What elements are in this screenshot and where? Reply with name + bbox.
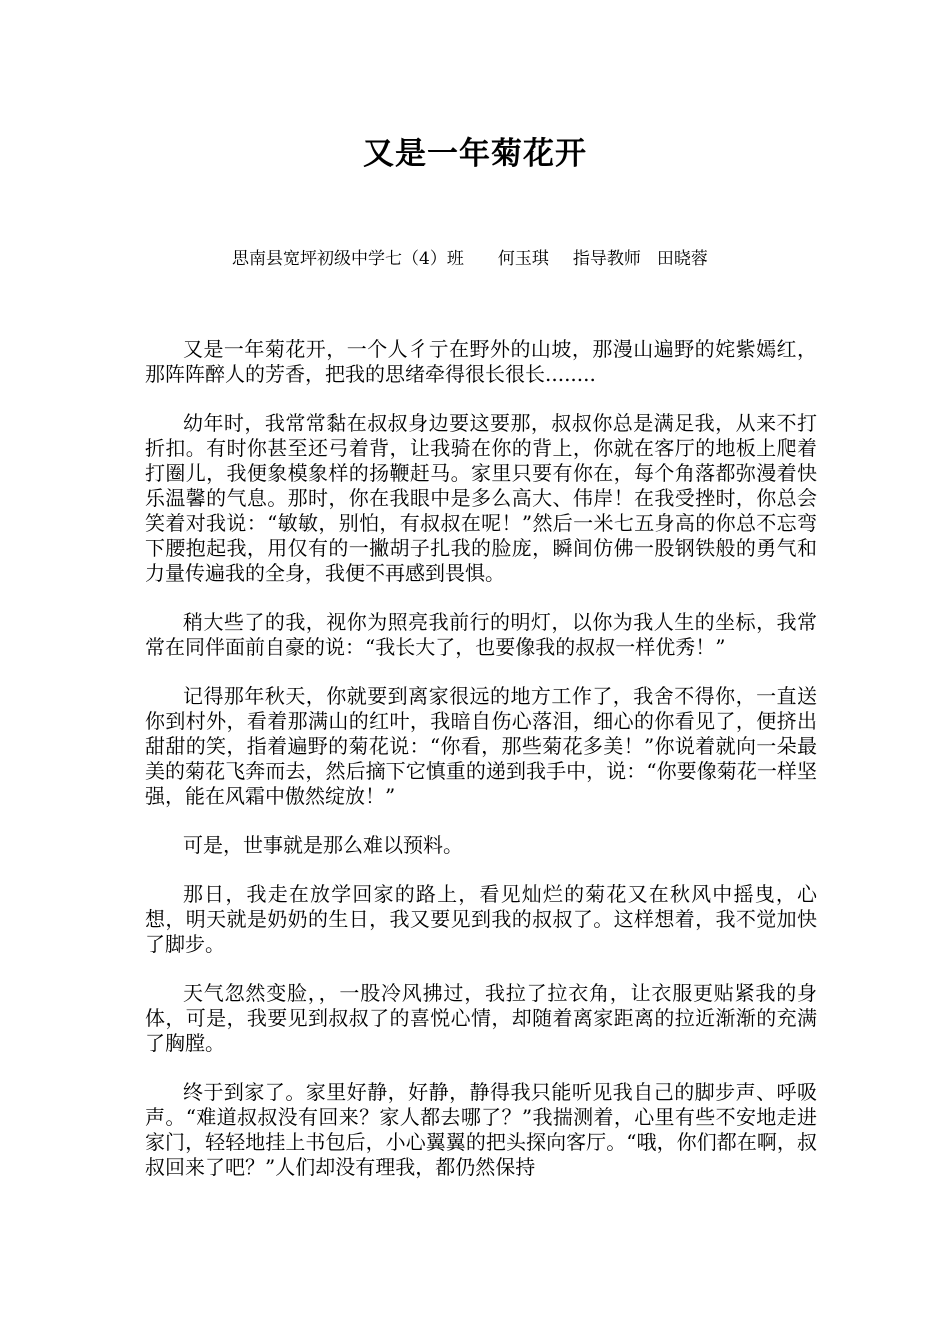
- paragraph: 又是一年菊花开，一个人彳亍在野外的山坡，那漫山遍野的姹紫嫣红，那阵阵醉人的芳香，把我的思绪牵得很长很长........: [145, 337, 817, 386]
- paragraph: 可是，世事就是那么难以预料。: [183, 833, 463, 857]
- byline-school-class: 思南县宽坪初级中学七（4）班: [232, 249, 464, 269]
- byline: [232, 244, 708, 269]
- paragraph: 终于到家了。家里好静，好静，静得我只能听见我自己的脚步声、呼吸声。“难道叔叔没有回来？家人都去哪了？”我揣测着，心里有些不安地走进家门，轻轻地挂上书包后，小心翼翼的把头探向客厅。“哦，你们都在啊，叔叔回来了吧？”人们却没有理我，都仍然保持: [145, 1080, 817, 1179]
- paragraph: 记得那年秋天，你就要到离家很远的地方工作了，我舍不得你，一直送你到村外，看着那满山的红叶，我暗自伤心落泪，细心的你看见了，便挤出甜甜的笑，指着遍野的菊花说：“你看，那些菊花多美！”你说着就向一朵最美的菊花飞奔而去，然后摘下它慎重的递到我手中，说：“你要像菊花一样坚强，能在风霜中傲然绽放！”: [145, 684, 817, 808]
- byline-advisor-label: 指导教师: [572, 249, 641, 269]
- paragraph: 稍大些了的我，视你为照亮我前行的明灯，以你为我人生的坐标，我常常在同伴面前自豪的说：“我长大了，也要像我的叔叔一样优秀！”: [145, 610, 817, 659]
- byline-advisor: 田晓蓉: [656, 249, 708, 269]
- document-title: 又是一年菊花开: [363, 136, 587, 172]
- article-body: [145, 337, 817, 1204]
- byline-author: 何玉琪: [497, 249, 549, 269]
- paragraph: 那日，我走在放学回家的路上，看见灿烂的菊花又在秋风中摇曳，心想，明天就是奶奶的生日，我又要见到我的叔叔了。这样想着，我不觉加快了脚步。: [145, 882, 817, 956]
- paragraph: 幼年时，我常常黏在叔叔身边要这要那，叔叔你总是满足我，从来不打折扣。有时你甚至还弓着背，让我骑在你的背上，你就在客厅的地板上爬着打圈儿，我便象模象样的扬鞭赶马。家里只要有你在，每个角落都弥漫着快乐温馨的气息。那时，你在我眼中是多么高大、伟岸！在我受挫时，你总会笑着对我说：“敏敏，别怕，有叔叔在呢！”然后一米七五身高的你总不忘弯下腰抱起我，用仅有的一撇胡子扎我的脸庞，瞬间仿佛一股钢铁般的勇气和力量传遍我的全身，我便不再感到畏惧。: [145, 411, 817, 585]
- paragraph: 天气忽然变脸，，一股冷风拂过，我拉了拉衣角，让衣服更贴紧我的身体，可是，我要见到叔叔了的喜悦心情，却随着离家距离的拉近渐渐的充满了胸膛。: [145, 981, 817, 1055]
